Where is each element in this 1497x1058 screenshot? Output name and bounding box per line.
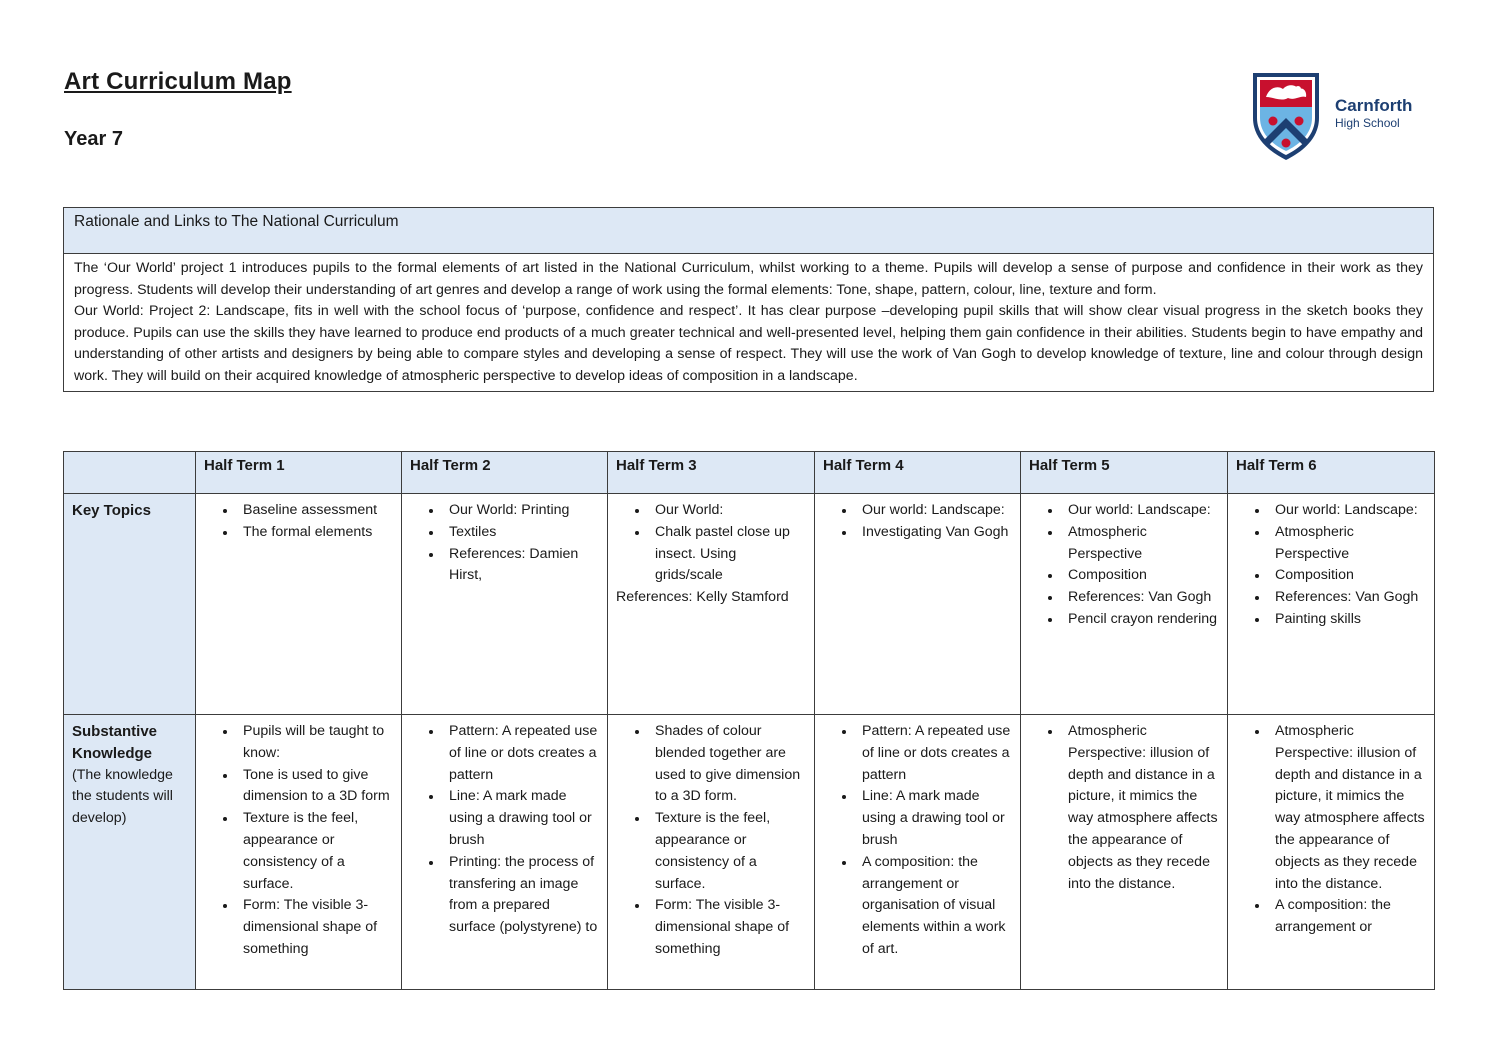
list-item: • Composition xyxy=(1062,565,1219,587)
half-term-1-header: Half Term 1 xyxy=(196,452,402,494)
list-item: • Pattern: A repeated use of line or dots creates a pattern xyxy=(856,721,1012,786)
header-row xyxy=(64,452,1435,494)
rationale-body xyxy=(64,254,1434,392)
half-term-2-header: Half Term 2 xyxy=(402,452,608,494)
page-title: Art Curriculum Map xyxy=(64,68,292,95)
list-item: • Textiles xyxy=(443,522,599,544)
list-item: • Printing: the process of transfering an image from a prepared surface (polystyrene) to xyxy=(443,852,599,939)
knowledge-cell-6 xyxy=(1228,715,1435,990)
knowledge-cell-1 xyxy=(196,715,402,990)
topics-cell-3 xyxy=(608,494,815,715)
topics-cell-2 xyxy=(402,494,608,715)
list-item: • A composition: the arrangement or xyxy=(1269,895,1426,939)
list-item: • References: Damien Hirst, xyxy=(443,544,599,588)
list-item: • A composition: the arrangement or organisation of visual elements within a work of art. xyxy=(856,852,1012,961)
list-item: • References: Van Gogh xyxy=(1062,587,1219,609)
list-item: • Form: The visible 3-dimensional shape of something xyxy=(649,895,806,960)
key-topics-row xyxy=(64,494,1435,715)
corner-cell xyxy=(64,452,196,494)
topics-cell-6 xyxy=(1228,494,1435,715)
list-item: • The formal elements xyxy=(237,522,393,544)
half-term-6-header: Half Term 6 xyxy=(1228,452,1435,494)
list-item: • Atmospheric Perspective: illusion of depth and distance in a picture, it mimics the way atmosphere affects the appearance of objects as they recede into the distance. xyxy=(1062,721,1219,895)
school-crest-icon xyxy=(1250,70,1322,162)
rationale-paragraph-1: The ‘Our World’ project 1 introduces pupils to the formal elements of art listed in the National Curriculum, whilst working to a theme. Pupils will develop a sense of purpose and confidence in their work as they progress. Students will develop their understanding of art genres and develop a range of work using the formal elements: Tone, shape, pattern, colour, line, texture and form. xyxy=(74,260,1423,298)
school-logo xyxy=(1250,70,1430,162)
rationale-table xyxy=(63,207,1434,392)
list-item: • Line: A mark made using a drawing tool or brush xyxy=(856,786,1012,851)
knowledge-cell-4 xyxy=(815,715,1021,990)
topics-cell-4 xyxy=(815,494,1021,715)
list-item: • References: Van Gogh xyxy=(1269,587,1426,609)
half-term-4-header: Half Term 4 xyxy=(815,452,1021,494)
list-item: • Form: The visible 3-dimensional shape of something xyxy=(237,895,393,960)
topics-references-text: References: Kelly Stamford xyxy=(616,589,789,606)
key-topics-label: Key Topics xyxy=(64,494,196,715)
half-term-3-header: Half Term 3 xyxy=(608,452,815,494)
list-item: • Our World: xyxy=(649,500,806,522)
knowledge-label-line-2: Knowledge xyxy=(72,744,153,762)
list-item: • Pencil crayon rendering xyxy=(1062,609,1219,631)
knowledge-cell-2 xyxy=(402,715,608,990)
list-item: • Texture is the feel, appearance or consistency of a surface. xyxy=(237,808,393,895)
list-item: • Painting skills xyxy=(1269,609,1426,631)
knowledge-cell-3 xyxy=(608,715,815,990)
list-item: • Our World: Printing xyxy=(443,500,599,522)
list-item: • Baseline assessment xyxy=(237,500,393,522)
list-item: • Chalk pastel close up insect. Using grids/scale xyxy=(649,522,806,587)
list-item: • Shades of colour blended together are used to give dimension to a 3D form. xyxy=(649,721,806,808)
substantive-knowledge-label xyxy=(64,715,196,990)
school-subtitle: High School xyxy=(1335,116,1400,130)
curriculum-map-table xyxy=(63,451,1435,990)
knowledge-label-line-1: Substantive xyxy=(72,723,158,740)
list-item: • Composition xyxy=(1269,565,1426,587)
half-term-5-header: Half Term 5 xyxy=(1021,452,1228,494)
topics-cell-5 xyxy=(1021,494,1228,715)
list-item: • Our world: Landscape: xyxy=(1062,500,1219,522)
knowledge-cell-5 xyxy=(1021,715,1228,990)
list-item: • Our world: Landscape: xyxy=(856,500,1012,522)
list-item: • Pattern: A repeated use of line or dots creates a pattern xyxy=(443,721,599,786)
school-name: Carnforth xyxy=(1335,96,1413,115)
rationale-paragraph-2: Our World: Project 2: Landscape, fits in well with the school focus of ‘purpose, confidence and respect’. It has clear purpose –developing pupil skills that will show clear visual progress in the sketch books they produce. Pupils can use the skills they have learned to produce end products of a much greater technical and well-presented level, helping them gain confidence in their abilities. Students begin to have empathy and understanding of other artists and designers by being able to compare styles and developing a sense of respect. They will use the work of Van Gogh to develop knowledge of texture, line and colour through design work. They will build on their acquired knowledge of atmospheric perspective to develop ideas of composition in a landscape. xyxy=(74,303,1423,384)
knowledge-label-note: (The knowledge the students will develop) xyxy=(72,766,173,827)
list-item: • Investigating Van Gogh xyxy=(856,522,1012,544)
list-item: • Atmospheric Perspective: illusion of depth and distance in a picture, it mimics the way atmosphere affects the appearance of objects as they recede into the distance. xyxy=(1269,721,1426,895)
list-item: • Our world: Landscape: xyxy=(1269,500,1426,522)
list-item: • Line: A mark made using a drawing tool or brush xyxy=(443,786,599,851)
list-item: • Atmospheric Perspective xyxy=(1062,522,1219,566)
list-item: • Pupils will be taught to know: xyxy=(237,721,393,765)
rationale-heading: Rationale and Links to The National Curriculum xyxy=(64,208,1434,254)
topics-cell-1 xyxy=(196,494,402,715)
list-item: • Texture is the feel, appearance or consistency of a surface. xyxy=(649,808,806,895)
substantive-knowledge-row xyxy=(64,715,1435,990)
year-heading: Year 7 xyxy=(64,128,123,150)
list-item: • Atmospheric Perspective xyxy=(1269,522,1426,566)
list-item: • Tone is used to give dimension to a 3D form xyxy=(237,765,393,809)
